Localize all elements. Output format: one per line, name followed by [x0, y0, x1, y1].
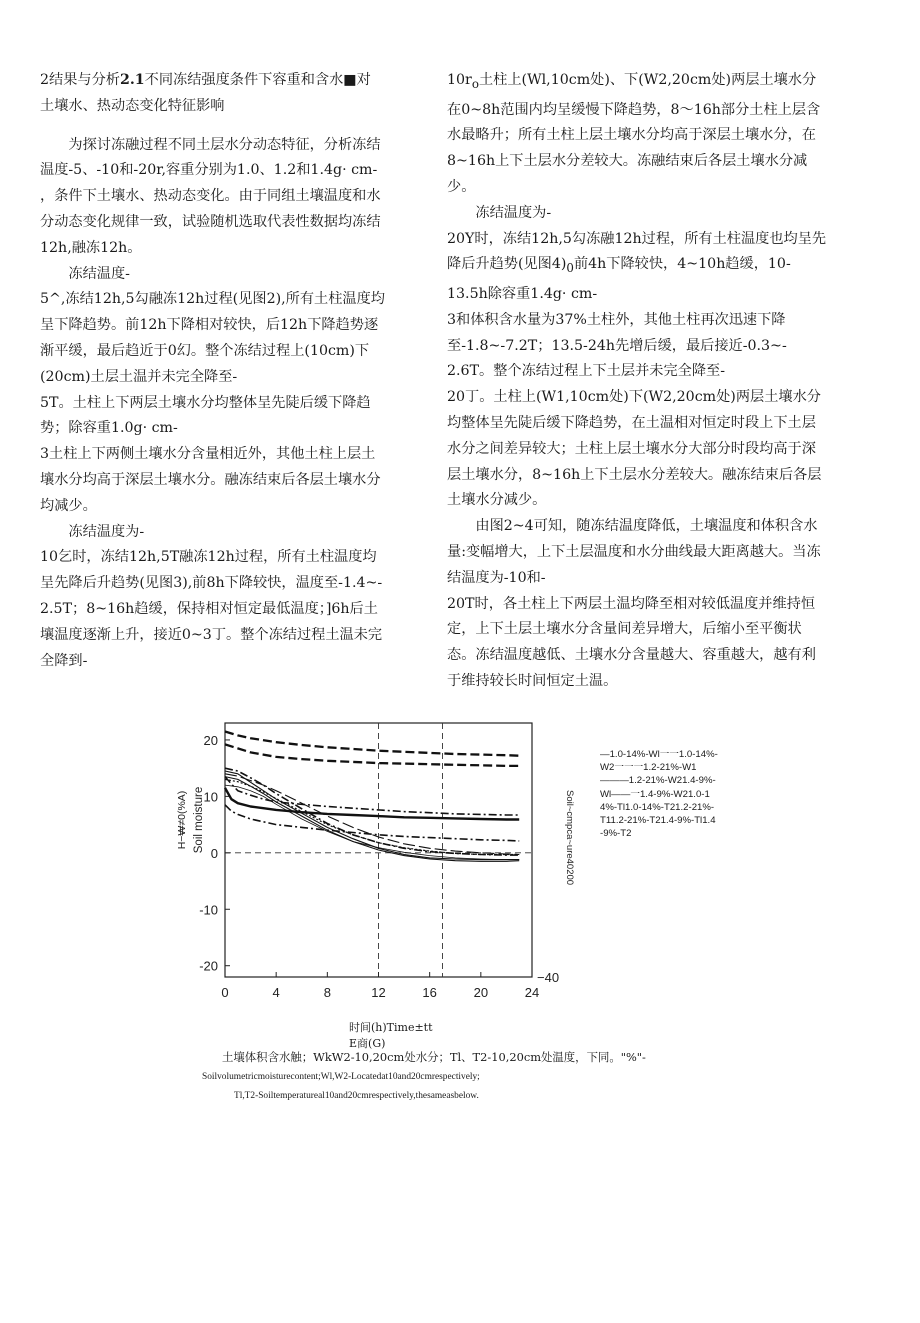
section-heading	[40, 68, 385, 120]
right-tick-label: −40	[537, 970, 560, 985]
left-axis-title-en: Soil moisture	[193, 786, 205, 854]
text-run: 前4h下降较快，4~10h趋缓，10-13.5h除容重1.4g· cm-	[447, 256, 791, 303]
x-axis-title: 时间(h)Time±tt	[349, 1021, 433, 1034]
x-tick-label: 24	[524, 985, 540, 1000]
figure-caption-zh: 土壤体积含水触；WkW2-10,20cm处水分；Tl、T2-10,20cm处温度，下同。"%"-	[222, 1050, 646, 1064]
figure-caption-en-line1: Soilvolumetricmoisturecontent;Wl,W2-Locatedat10and20cmrespectively;	[202, 1072, 480, 1082]
figure-caption-en-line2: Tl,T2-Soiltemperatureal10and20cmrespectively,thesameasbelow.	[234, 1091, 479, 1101]
paragraph	[447, 68, 829, 201]
paragraph: 2.5T；8~16h趋缓，保持相对恒定最低温度；]6h后土壤温度逐渐上升，接近0~3丁。整个冻结过程土温未完全降到-	[40, 600, 383, 669]
paragraph: 20丁。土柱上(W1,10cm处)下(W2,20cm处)两层土壤水分均整体呈先陡后缓下降趋势，在土温相对恒定时段上下土层水分之间差异较大；土柱上层土壤水分大部分时段均高于深层土壤水分，8~16h上下土层水分差较大。融冻结束后各层土壤水分减少。	[447, 389, 822, 509]
paragraph: 冻结温度-	[68, 265, 130, 282]
x-tick-label: 8	[323, 985, 331, 1000]
right-axis-title: Soil~cmpca~ure40200	[564, 790, 575, 886]
paragraph: 10乞时，冻结12h,5T融冻12h过程，所有土柱温度均呈先降后升趋势(见图3),前8h下降较快，温度至-1.4~-	[40, 549, 383, 592]
paragraph: 为探讨冻融过程不同土层水分动态特征，分析冻结温度-5、-10和-20r,容重分别为1.0、1.2和1.4g· cm-	[40, 136, 381, 179]
left-axis-title: H−₩≠0(%A)	[176, 790, 188, 850]
x-tick-label: 16	[422, 985, 437, 1000]
x-tick-label: 12	[371, 985, 386, 1000]
chart-legend: —1.0-14%-Wl一一1.0-14%-W2一一一1.2-21%-W1———1.2-21%-W21.4-9%-Wl——一1.4-9%-W21.0-14%-Tl1.0-14%-T21.2-21%-T11.2-21%-T21.4-9%-Tl1.4-9%-T2	[600, 749, 718, 840]
x-tick-label: 20	[473, 985, 489, 1000]
paragraph	[447, 227, 829, 308]
text-run: 20Y时，冻结12h,5勾冻融12h过程，所有土柱温度也均呈先降后升趋势(见图4)	[447, 230, 827, 273]
y-tick-label: 0	[210, 845, 218, 861]
paragraph: ，条件下土壤水、热动态变化。由于同组土壤温度和水分动态变化规律一致，试验随机选取代表性数据均冻结12h,融冻12h。	[40, 188, 381, 256]
text-run: 土柱上(Wl,10cm处)、下(W2,20cm处)两层土壤水分在0~8h范围内均呈缓慢下降趋势，8〜16h部分土柱上层含水最略升；所有土柱上层土壤水分均高于深层土壤水分，在8~16h上下土层水分差较大。冻融结束后各层土壤水分减少。	[447, 72, 821, 196]
x-tick-label: 0	[221, 985, 229, 1000]
paragraph: 由图2~4可知，随冻结温度降低，土壤温度和体积含水量:变幅增大，上下土层温度和水分曲线最大距离越大。当冻结温度为-10和-	[447, 518, 821, 586]
paragraph: 3土柱上下两侧土壤水分含量相近外，其他土柱上层土壤水分均高于深层土壤水分。融冻结束后各层土壤水分均减少。	[40, 446, 381, 514]
y-tick-label: 10	[203, 789, 218, 805]
y-tick-label: -20	[199, 958, 218, 974]
subscript: 0	[566, 261, 574, 276]
paragraph: 冻结温度为-	[475, 204, 552, 221]
text-run: 10r	[447, 72, 472, 88]
paragraph: 5^,冻结12h,5勾融冻12h过程(见图2),所有土柱温度均呈下降趋势。前12h下降相对较快，后12h下降趋势逐渐平缓，最后趋近于0幻。整个冻结过程上(10cm)下(20cm)土层土温并未完全降至-	[40, 291, 385, 385]
figure-number: E商(G)	[349, 1037, 386, 1050]
paragraph: 冻结温度为-	[68, 523, 145, 540]
x-tick-label: 4	[272, 985, 280, 1000]
right-text-column	[447, 68, 829, 695]
paragraph: 2.6T。整个冻结过程上下土层并未完全降至-	[447, 363, 726, 380]
paragraph: 20T时，各土柱上下两层土温均降至相对较低温度并维持恒定，上下土层土壤水分含量间差异增大，后缩小至平衡状态。冻结温度越低、土壤水分含量越大、容重越大，越有利于维持较长时间恒定土温。	[447, 595, 816, 689]
heading-number: 2.1	[119, 72, 145, 88]
y-tick-label: 20	[203, 732, 218, 748]
paragraph: 5T。土柱上下两层土壤水分均整体呈先陡后缓下降趋势；除容重1.0g· cm-	[40, 394, 371, 437]
left-text-column	[40, 68, 385, 674]
series-line	[225, 732, 519, 756]
y-tick-label: -10	[199, 902, 218, 918]
heading-lead: 2结果与分析	[40, 72, 120, 88]
series-line	[225, 768, 519, 855]
heading-text: 不同冻结强度条件下容重和含水■对土壤水、热动态变化特征影响	[40, 72, 371, 114]
paragraph: 3和体积含水量为37%土柱外，其他土柱再次迅速下降至-1.8~-7.2T；13.5-24h先增后缓，最后接近-0.3~-	[447, 311, 787, 354]
subscript: o	[471, 76, 479, 91]
